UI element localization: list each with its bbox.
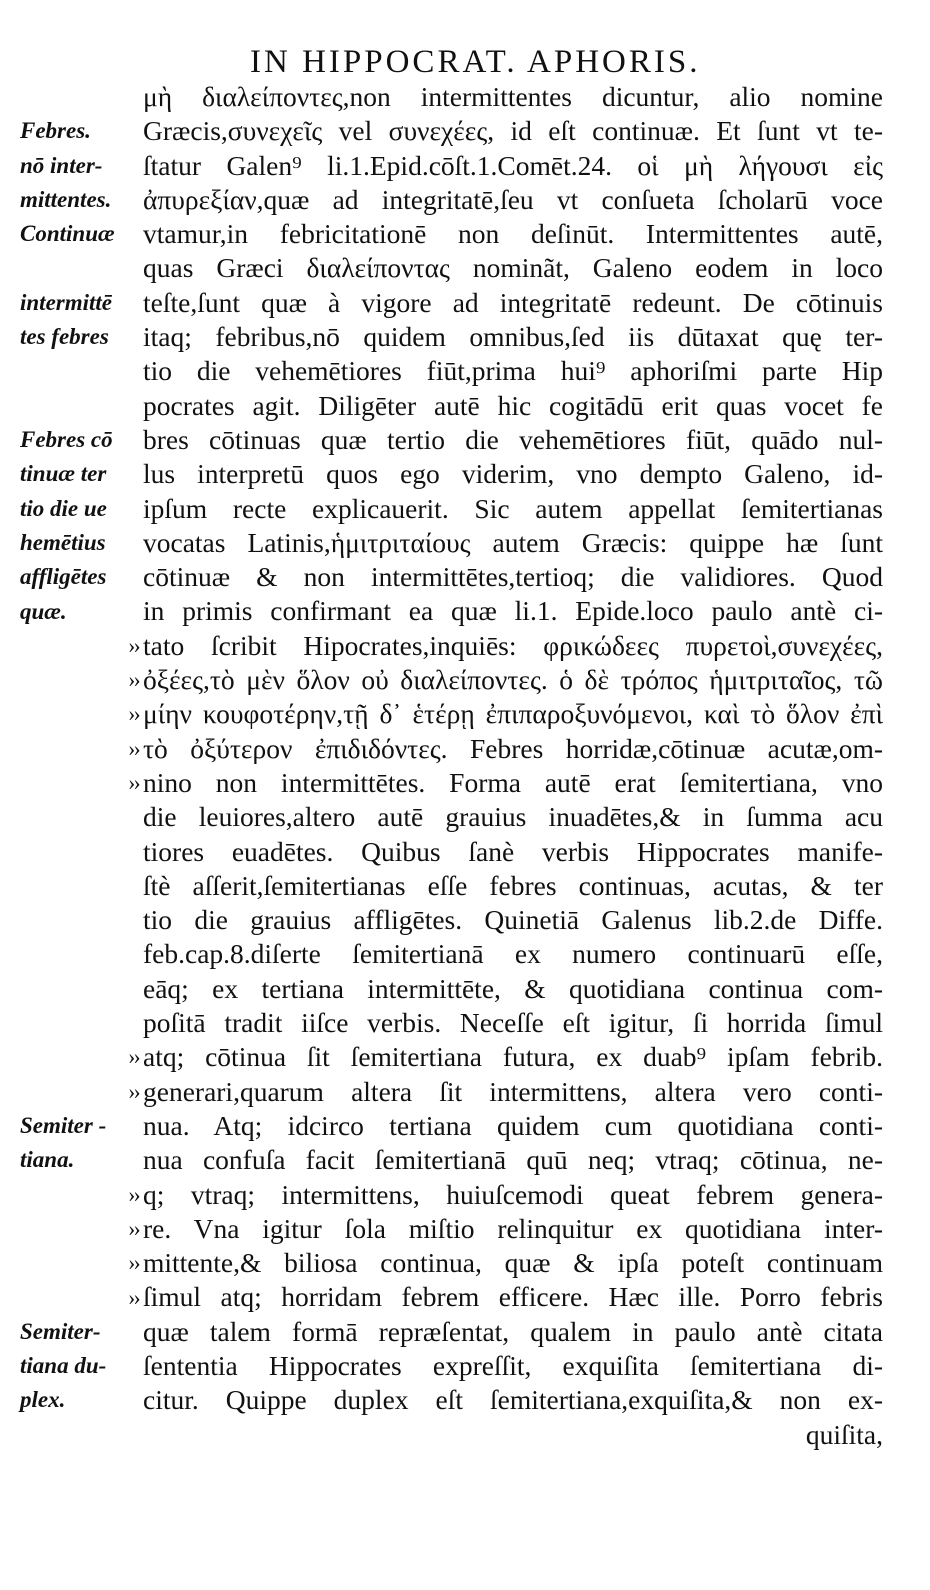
text-line: nua. Atq; idcirco tertiana quidem cum quotidiana conti-	[143, 1109, 883, 1141]
text-line: τὸ ὀξύτερον ἐπιδιδόντες. Febres horridæ,cōtinuæ acutæ,om-	[143, 732, 883, 764]
text-line: in primis confirmant ea quæ li.1. Epide.loco paulo antè ci-	[143, 595, 883, 627]
margin-note: Febres cō	[20, 427, 113, 452]
text-line: citur. Quippe duplex eſt ſemitertiana,exquiſita,& non ex-	[143, 1384, 883, 1416]
margin-note: tinuæ ter	[20, 461, 107, 487]
margin-note: tiana.	[20, 1147, 75, 1173]
margin-note: nō inter-	[20, 152, 103, 178]
text-line: vocatas Latinis,ἡμιτριταίους autem Græcis: quippe hæ ſunt	[143, 526, 883, 558]
quotation-mark: ››	[128, 632, 139, 658]
text-line: q; vtraq; intermittens, huiuſcemodi queat febrem genera-	[143, 1178, 883, 1210]
body-text	[143, 80, 883, 1452]
margin-note: tes febres	[20, 324, 109, 350]
text-line: ſententia Hippocrates expreſſit, exquiſita ſemitertiana di-	[143, 1349, 883, 1381]
margin-note: tio die ue	[20, 495, 107, 521]
quotation-mark: ››	[128, 770, 139, 795]
text-line: quiſita,	[805, 1418, 883, 1450]
text-line: pocrates agit. Diligēter autē hic cogitādū erit quas vocet fe	[143, 389, 883, 421]
running-head: IN HIPPOCRAT. APHORIS.	[250, 44, 701, 80]
margin-note: intermittē	[20, 289, 112, 315]
text-line: tiores euadētes. Quibus ſanè verbis Hippocrates manife-	[143, 835, 883, 867]
margin-note: Semiter-	[20, 1318, 101, 1344]
text-line: generari,quarum altera ſit intermittens, altera vero conti-	[143, 1075, 883, 1107]
quotation-mark: ››	[128, 701, 139, 727]
text-line: tio die vehemētiores fiūt,prima hui⁹ aphoriſmi parte Hip	[143, 355, 883, 387]
text-line: ſimul atq; horridam febrem efficere. Hæc ille. Porro febris	[143, 1281, 883, 1313]
text-line: nino non intermittētes. Forma autē erat ſemitertiana, vno	[143, 766, 883, 798]
text-line: lus interpretū quos ego viderim, vno dempto Galeno, id-	[143, 458, 883, 490]
margin-note: quæ.	[20, 598, 67, 624]
text-line: eāq; ex tertiana intermittēte, & quotidiana continua com-	[143, 972, 883, 1004]
text-line: μίην κουφοτέρην,τῇ δ᾽ ἑτέρῃ ἐπιπαροξυνόμενοι, καὶ τὸ ὅλον ἐπὶ	[143, 698, 883, 730]
text-line: μὴ διαλείποντες,non intermittentes dicuntur, alio nomine	[143, 81, 883, 112]
text-line: cōtinuæ & non intermittētes,tertioq; die validiores. Quod	[143, 561, 883, 593]
text-line: quæ talem formā repræſentat, qualem in paulo antè citata	[143, 1315, 883, 1347]
text-line: re. Vna igitur ſola miſtio relinquitur ex quotidiana inter-	[143, 1212, 883, 1244]
text-line: atq; cōtinua ſit ſemitertiana futura, ex duab⁹ ipſam febrib.	[143, 1041, 883, 1073]
margin-note: tiana du-	[20, 1353, 107, 1379]
quotation-mark: ››	[128, 1250, 139, 1276]
text-line: vtamur,in febricitationē non deſinūt. Intermittentes autē,	[143, 218, 883, 250]
text-line: die leuiores,altero autē grauius inuadētes,& in ſumma acu	[143, 801, 883, 833]
quotation-mark: ››	[128, 1215, 139, 1241]
text-line: ὀξέες,τὸ μὲν ὅλον οὐ διαλείποντες. ὁ δὲ τρόπος ἡμιτριταῖος, τῶ	[143, 664, 883, 696]
text-line: mittente,& biliosa continua, quæ & ipſa poteſt continuam	[143, 1247, 883, 1279]
text-line: poſitā tradit iiſce verbis. Neceſſe eſt igitur, ſi horrida ſimul	[143, 1007, 883, 1039]
margin-note: affligētes	[20, 564, 107, 590]
text-line: feb.cap.8.diſerte ſemitertianā ex numero continuarū eſſe,	[143, 938, 883, 970]
margin-note: Continuæ	[20, 221, 115, 247]
text-line: quas Græci διαλείποντας nominãt, Galeno eodem in loco	[143, 252, 883, 284]
quotation-mark: ››	[128, 1284, 139, 1310]
quotation-mark: ››	[128, 735, 139, 761]
text-line: ipſum recte explicauerit. Sic autem appellat ſemitertianas	[143, 492, 883, 524]
text-line: teſte,ſunt quæ à vigore ad integritatē redeunt. De cōtinuis	[143, 286, 883, 318]
text-line: nua confuſa facit ſemitertianā quū neq; vtraq; cōtinua, ne-	[143, 1144, 883, 1176]
quotation-mark: ››	[128, 1044, 139, 1070]
text-line: ἀπυρεξίαν,quæ ad integritatē,ſeu vt conſueta ſcholarū voce	[143, 183, 883, 215]
text-line: itaq; febribus,nō quidem omnibus,ſed iis dūtaxat quę ter-	[143, 321, 883, 353]
quotation-mark: ››	[128, 667, 139, 693]
quotation-mark: ››	[128, 1181, 139, 1207]
text-line: Græcis,συνεχεῖς vel συνεχέες, id eſt continuæ. Et ſunt vt te-	[143, 115, 883, 147]
margin-note: Semiter -	[20, 1113, 107, 1138]
margin-note: mittentes.	[20, 186, 112, 212]
text-line: tato ſcribit Hipocrates,inquiēs: φρικώδεες πυρετοὶ,συνεχέες,	[143, 629, 883, 661]
margin-note: Febres.	[20, 118, 91, 144]
margin-note: hemētius	[20, 529, 106, 555]
margin-note: plex.	[20, 1387, 66, 1413]
text-line: ſtatur Galen⁹ li.1.Epid.cōſt.1.Comēt.24. οἱ μὴ λήγουσι εἰς	[143, 149, 883, 181]
text-line: ſtè aſſerit,ſemitertianas eſſe febres continuas, acutas, & ter	[143, 869, 883, 901]
quotation-mark: ››	[128, 1078, 139, 1104]
text-line: bres cōtinuas quæ tertio die vehemētiores fiūt, quādo nul-	[143, 423, 883, 455]
text-line: tio die grauius affligētes. Quinetiā Galenus lib.2.de Diffe.	[143, 904, 883, 936]
